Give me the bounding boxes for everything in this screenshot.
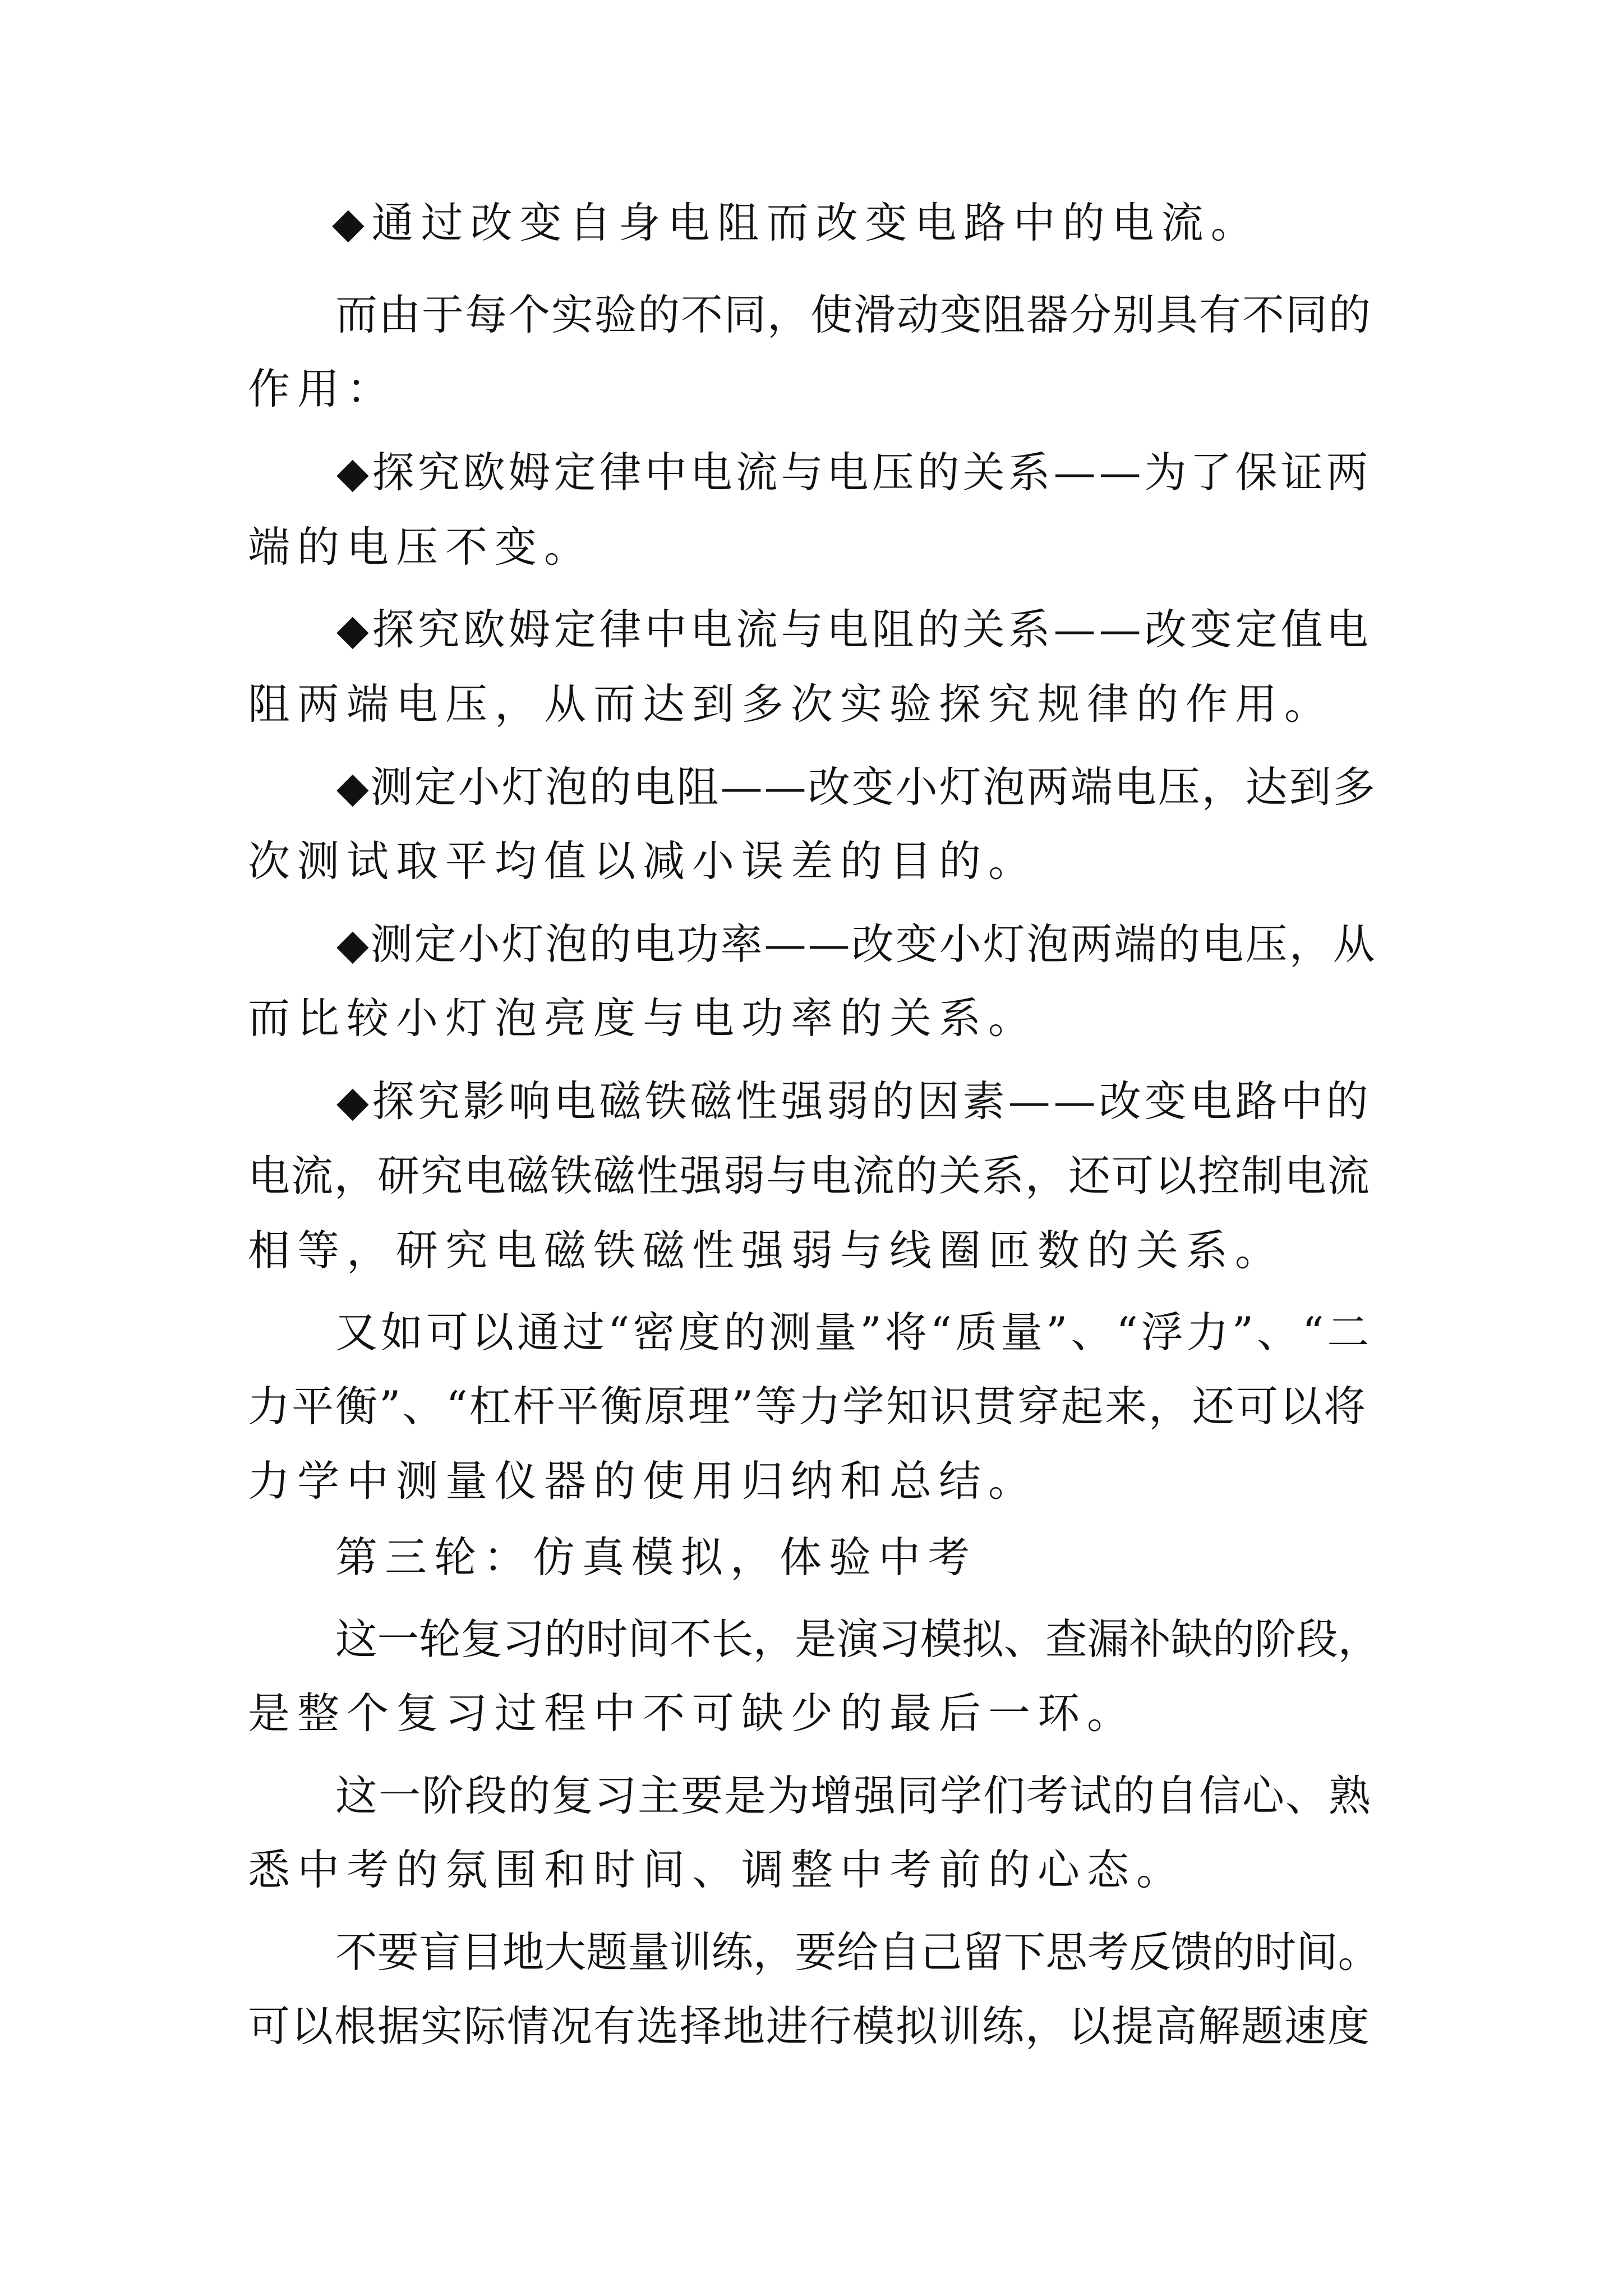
text-line: 悉中考的氛围和时间、调整中考前的心态。 xyxy=(248,1845,1186,1894)
text-line: 力平衡”、“杠杆平衡原理”等力学知识贯穿起来，还可以将 xyxy=(248,1382,1368,1431)
text-line: ◆通过改变自身电阻而改变电路中的电流。 xyxy=(332,198,1260,247)
text-line: 而由于每个实验的不同，使滑动变阻器分别具有不同的 xyxy=(335,290,1372,339)
text-line: 可以根据实际情况有选择地进行模拟训练，以提高解题速度 xyxy=(248,2001,1371,2051)
text-line: 是整个复习过程中不可缺少的最后一环。 xyxy=(248,1688,1137,1738)
text-line: 这一阶段的复习主要是为增强同学们考试的自信心、熟 xyxy=(335,1771,1372,1820)
text-line: ◆探究欧姆定律中电流与电阻的关系——改变定值电 xyxy=(336,605,1372,654)
text-line: ◆测定小灯泡的电功率——改变小灯泡两端的电压，从 xyxy=(336,919,1377,969)
text-line: 不要盲目地大题量训练，要给自己留下思考反馈的时间。 xyxy=(335,1927,1380,1977)
text-line: ◆测定小灯泡的电阻——改变小灯泡两端电压，达到多 xyxy=(336,762,1377,812)
section-heading: 第三轮：仿真模拟，体验中考 xyxy=(335,1533,978,1582)
text-line: ◆探究欧姆定律中电流与电压的关系——为了保证两 xyxy=(336,448,1372,497)
text-line: 端的电压不变。 xyxy=(248,522,594,572)
text-line: 阻两端电压，从而达到多次实验探究规律的作用。 xyxy=(248,679,1334,729)
text-line: ◆探究影响电磁铁磁性强弱的因素——改变电路中的 xyxy=(336,1076,1372,1126)
text-line: 作用： xyxy=(248,364,396,413)
text-line: 力学中测量仪器的使用归纳和总结。 xyxy=(248,1456,1038,1506)
text-line: 而比较小灯泡亮度与电功率的关系。 xyxy=(248,993,1038,1043)
text-line: 相等，研究电磁铁磁性强弱与线圈匝数的关系。 xyxy=(248,1226,1285,1275)
text-line: 这一轮复习的时间不长，是演习模拟、查漏补缺的阶段， xyxy=(335,1614,1380,1664)
text-line: 电流，研究电磁铁磁性强弱与电流的关系，还可以控制电流 xyxy=(248,1151,1371,1200)
text-line: 次测试取平均值以减小误差的目的。 xyxy=(248,836,1038,886)
text-line: 又如可以通过“密度的测量”将“质量”、“浮力”、“二 xyxy=(335,1308,1373,1357)
